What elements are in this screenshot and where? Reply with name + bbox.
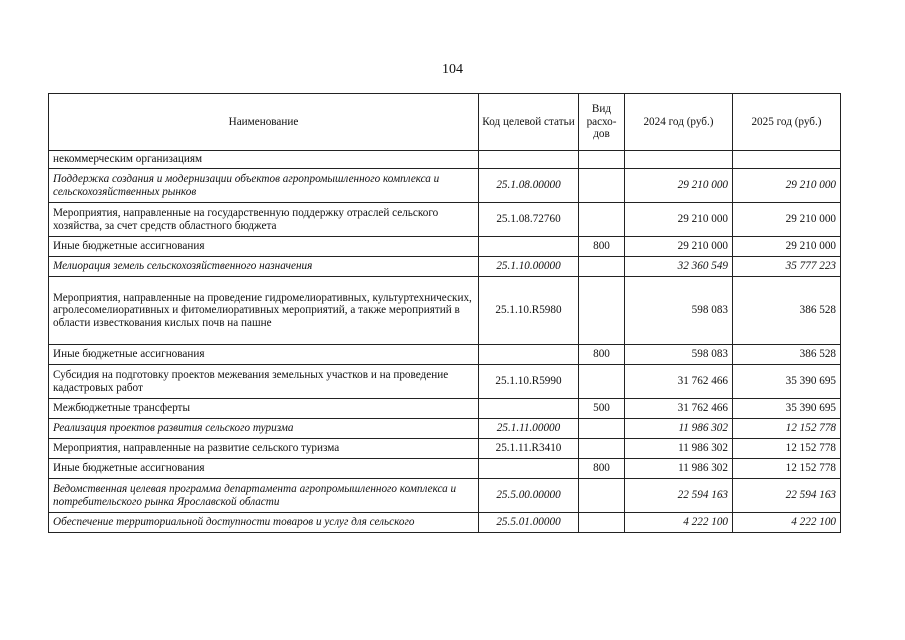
cell-amount-2025: 22 594 163 bbox=[733, 479, 841, 513]
cell-amount-2024: 4 222 100 bbox=[625, 513, 733, 533]
cell-code: 25.1.10.R5990 bbox=[479, 365, 579, 399]
cell-expense-kind bbox=[579, 513, 625, 533]
cell-code: 25.1.08.72760 bbox=[479, 203, 579, 237]
cell-name: Мероприятия, направленные на государственную поддержку отраслей сельского хозяйства, за счет средств областного бюджета bbox=[49, 203, 479, 237]
table-row bbox=[49, 277, 841, 345]
cell-name: Мероприятия, направленные на проведение гидромелиоративных, культуртехнических, агролесомелиоративных и фитомелиоративных мероприятий, а также мероприятий в области известкования кислых почв на пашне bbox=[49, 277, 479, 345]
table-row bbox=[49, 439, 841, 459]
cell-code: 25.5.01.00000 bbox=[479, 513, 579, 533]
cell-name: Иные бюджетные ассигнования bbox=[49, 459, 479, 479]
cell-name: Межбюджетные трансферты bbox=[49, 399, 479, 419]
cell-code: 25.1.10.00000 bbox=[479, 257, 579, 277]
cell-name: Реализация проектов развития сельского туризма bbox=[49, 419, 479, 439]
cell-expense-kind bbox=[579, 277, 625, 345]
table-row bbox=[49, 237, 841, 257]
cell-code: 25.1.11.R3410 bbox=[479, 439, 579, 459]
cell-expense-kind bbox=[579, 479, 625, 513]
cell-amount-2025: 386 528 bbox=[733, 277, 841, 345]
cell-expense-kind: 800 bbox=[579, 237, 625, 257]
cell-code bbox=[479, 151, 579, 169]
cell-code bbox=[479, 459, 579, 479]
table-row bbox=[49, 459, 841, 479]
table-row bbox=[49, 151, 841, 169]
cell-amount-2025: 35 390 695 bbox=[733, 365, 841, 399]
table-row bbox=[49, 399, 841, 419]
budget-table bbox=[48, 93, 841, 533]
cell-amount-2024: 29 210 000 bbox=[625, 237, 733, 257]
cell-amount-2024: 31 762 466 bbox=[625, 399, 733, 419]
cell-code: 25.5.00.00000 bbox=[479, 479, 579, 513]
cell-name: Иные бюджетные ассигнования bbox=[49, 237, 479, 257]
table-row bbox=[49, 479, 841, 513]
cell-name: Мелиорация земель сельскохозяйственного назначения bbox=[49, 257, 479, 277]
cell-amount-2025: 4 222 100 bbox=[733, 513, 841, 533]
cell-amount-2024: 22 594 163 bbox=[625, 479, 733, 513]
cell-amount-2024: 598 083 bbox=[625, 345, 733, 365]
cell-code: 25.1.08.00000 bbox=[479, 169, 579, 203]
column-header-code: Код целевой статьи bbox=[479, 94, 579, 151]
cell-amount-2024: 29 210 000 bbox=[625, 203, 733, 237]
cell-amount-2025: 29 210 000 bbox=[733, 203, 841, 237]
table-row bbox=[49, 169, 841, 203]
column-header-2024: 2024 год (руб.) bbox=[625, 94, 733, 151]
cell-expense-kind bbox=[579, 151, 625, 169]
cell-expense-kind bbox=[579, 203, 625, 237]
cell-amount-2024: 11 986 302 bbox=[625, 459, 733, 479]
cell-name: Поддержка создания и модернизации объектов агропромышленного комплекса и сельскохозяйственных рынков bbox=[49, 169, 479, 203]
table-row bbox=[49, 203, 841, 237]
cell-amount-2025: 12 152 778 bbox=[733, 419, 841, 439]
table-row bbox=[49, 345, 841, 365]
table-body bbox=[49, 151, 841, 533]
cell-name: Обеспечение территориальной доступности товаров и услуг для сельского bbox=[49, 513, 479, 533]
cell-name: Субсидия на подготовку проектов межевания земельных участков и на проведение кадастровых работ bbox=[49, 365, 479, 399]
table-row bbox=[49, 513, 841, 533]
cell-code: 25.1.10.R5980 bbox=[479, 277, 579, 345]
cell-code bbox=[479, 345, 579, 365]
cell-amount-2024: 598 083 bbox=[625, 277, 733, 345]
cell-amount-2024: 29 210 000 bbox=[625, 169, 733, 203]
cell-code bbox=[479, 237, 579, 257]
column-header-kind: Вид расхо-дов bbox=[579, 94, 625, 151]
cell-amount-2025: 12 152 778 bbox=[733, 439, 841, 459]
column-header-name: Наименование bbox=[49, 94, 479, 151]
table-row bbox=[49, 257, 841, 277]
column-header-2025: 2025 год (руб.) bbox=[733, 94, 841, 151]
cell-expense-kind: 800 bbox=[579, 345, 625, 365]
cell-expense-kind bbox=[579, 365, 625, 399]
cell-name: Мероприятия, направленные на развитие сельского туризма bbox=[49, 439, 479, 459]
table-row bbox=[49, 419, 841, 439]
cell-code: 25.1.11.00000 bbox=[479, 419, 579, 439]
cell-expense-kind bbox=[579, 419, 625, 439]
cell-name: некоммерческим организациям bbox=[49, 151, 479, 169]
cell-expense-kind bbox=[579, 169, 625, 203]
cell-amount-2024: 31 762 466 bbox=[625, 365, 733, 399]
cell-expense-kind: 800 bbox=[579, 459, 625, 479]
cell-amount-2025: 35 777 223 bbox=[733, 257, 841, 277]
cell-amount-2024 bbox=[625, 151, 733, 169]
cell-amount-2024: 11 986 302 bbox=[625, 439, 733, 459]
cell-amount-2025: 29 210 000 bbox=[733, 169, 841, 203]
cell-expense-kind bbox=[579, 257, 625, 277]
table-header-row bbox=[49, 94, 841, 151]
cell-code bbox=[479, 399, 579, 419]
page-number: 104 bbox=[442, 62, 463, 77]
cell-name: Ведомственная целевая программа департамента агропромышленного комплекса и потребительского рынка Ярославской области bbox=[49, 479, 479, 513]
cell-name: Иные бюджетные ассигнования bbox=[49, 345, 479, 365]
cell-amount-2025: 12 152 778 bbox=[733, 459, 841, 479]
cell-amount-2025: 29 210 000 bbox=[733, 237, 841, 257]
cell-expense-kind bbox=[579, 439, 625, 459]
cell-amount-2024: 32 360 549 bbox=[625, 257, 733, 277]
cell-amount-2025: 35 390 695 bbox=[733, 399, 841, 419]
cell-amount-2025 bbox=[733, 151, 841, 169]
cell-expense-kind: 500 bbox=[579, 399, 625, 419]
table-row bbox=[49, 365, 841, 399]
cell-amount-2025: 386 528 bbox=[733, 345, 841, 365]
cell-amount-2024: 11 986 302 bbox=[625, 419, 733, 439]
